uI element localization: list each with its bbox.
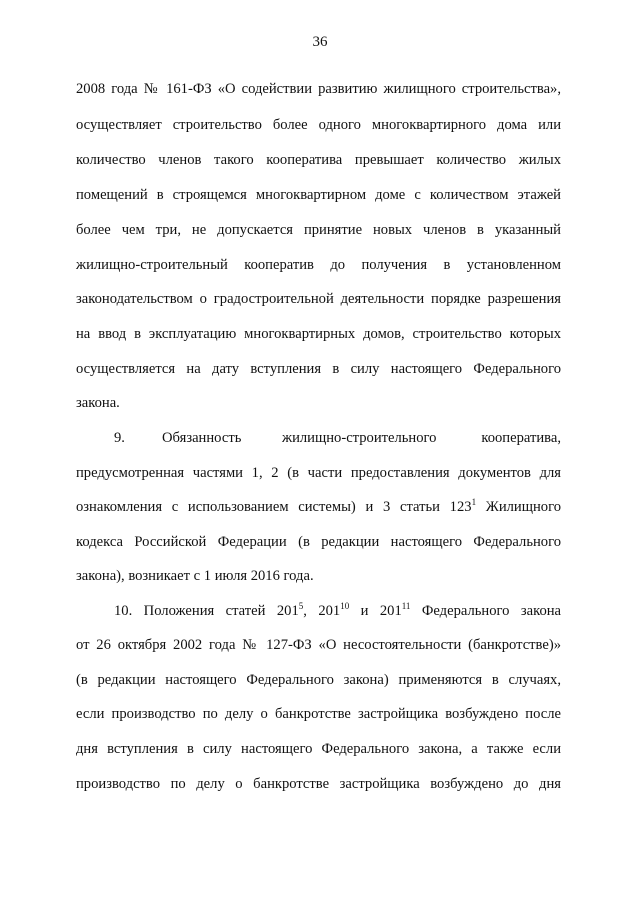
- superscript: 11: [401, 601, 411, 612]
- superscript: 5: [298, 601, 304, 612]
- text-line: осуществляется на дату вступления в силу настоящего Федерального: [76, 361, 561, 377]
- text-line: закона), возникает с 1 июля 2016 года.: [76, 568, 314, 584]
- text-word: Обязанность: [162, 430, 242, 446]
- page-number: 36: [312, 34, 328, 50]
- superscript: 10: [340, 601, 350, 612]
- text-line: закона.: [76, 395, 120, 411]
- text-line: на ввод в эксплуатацию многоквартирных домов, строительство которых: [76, 326, 561, 342]
- text-line: ознакомления с использованием системы) и 3 статьи $123^1$ Жилищного: [76, 497, 562, 515]
- text-line: (в редакции настоящего Федерального закона) применяются в случаях,: [76, 672, 561, 688]
- text-line: жилищно-строительный кооператив до получения в установленном: [76, 257, 561, 273]
- section-number: 9.: [114, 430, 125, 446]
- text-line: законодательством о градостроительной деятельности порядке разрешения: [76, 291, 561, 307]
- text-line: дня вступления в силу настоящего Федерального закона, а также если: [76, 741, 561, 757]
- superscript: 1: [471, 497, 477, 508]
- text-line: количество членов такого кооператива превышает количество жилых: [76, 152, 561, 168]
- text-line: более чем три, не допускается принятие новых членов в указанный: [76, 222, 561, 238]
- text-word: кооператива,: [481, 430, 561, 446]
- text-line: помещений в строящемся многоквартирном доме с количеством этажей: [76, 187, 561, 203]
- section-10-first-line: 10. Положения статей $201^5$, $201^{10}$ и $201^{11}$ Федерального закона: [114, 601, 562, 619]
- text-line: предусмотренная частями 1, 2 (в части предоставления документов для: [76, 465, 561, 481]
- text-line: если производство по делу о банкротстве застройщика возбуждено после: [76, 706, 561, 722]
- text-line: кодекса Российской Федерации (в редакции настоящего Федерального: [76, 534, 561, 550]
- text-line: от 26 октября 2002 года № 127-ФЗ «О несостоятельности (банкротстве)»: [76, 637, 561, 653]
- text-line: 2008 года № 161-ФЗ «О содействии развитию жилищного строительства»,: [76, 81, 561, 97]
- text-line: производство по делу о банкротстве застройщика возбуждено до дня: [76, 776, 561, 792]
- text-word: жилищно-строительного: [282, 430, 437, 446]
- text-line: осуществляет строительство более одного многоквартирного дома или: [76, 117, 561, 133]
